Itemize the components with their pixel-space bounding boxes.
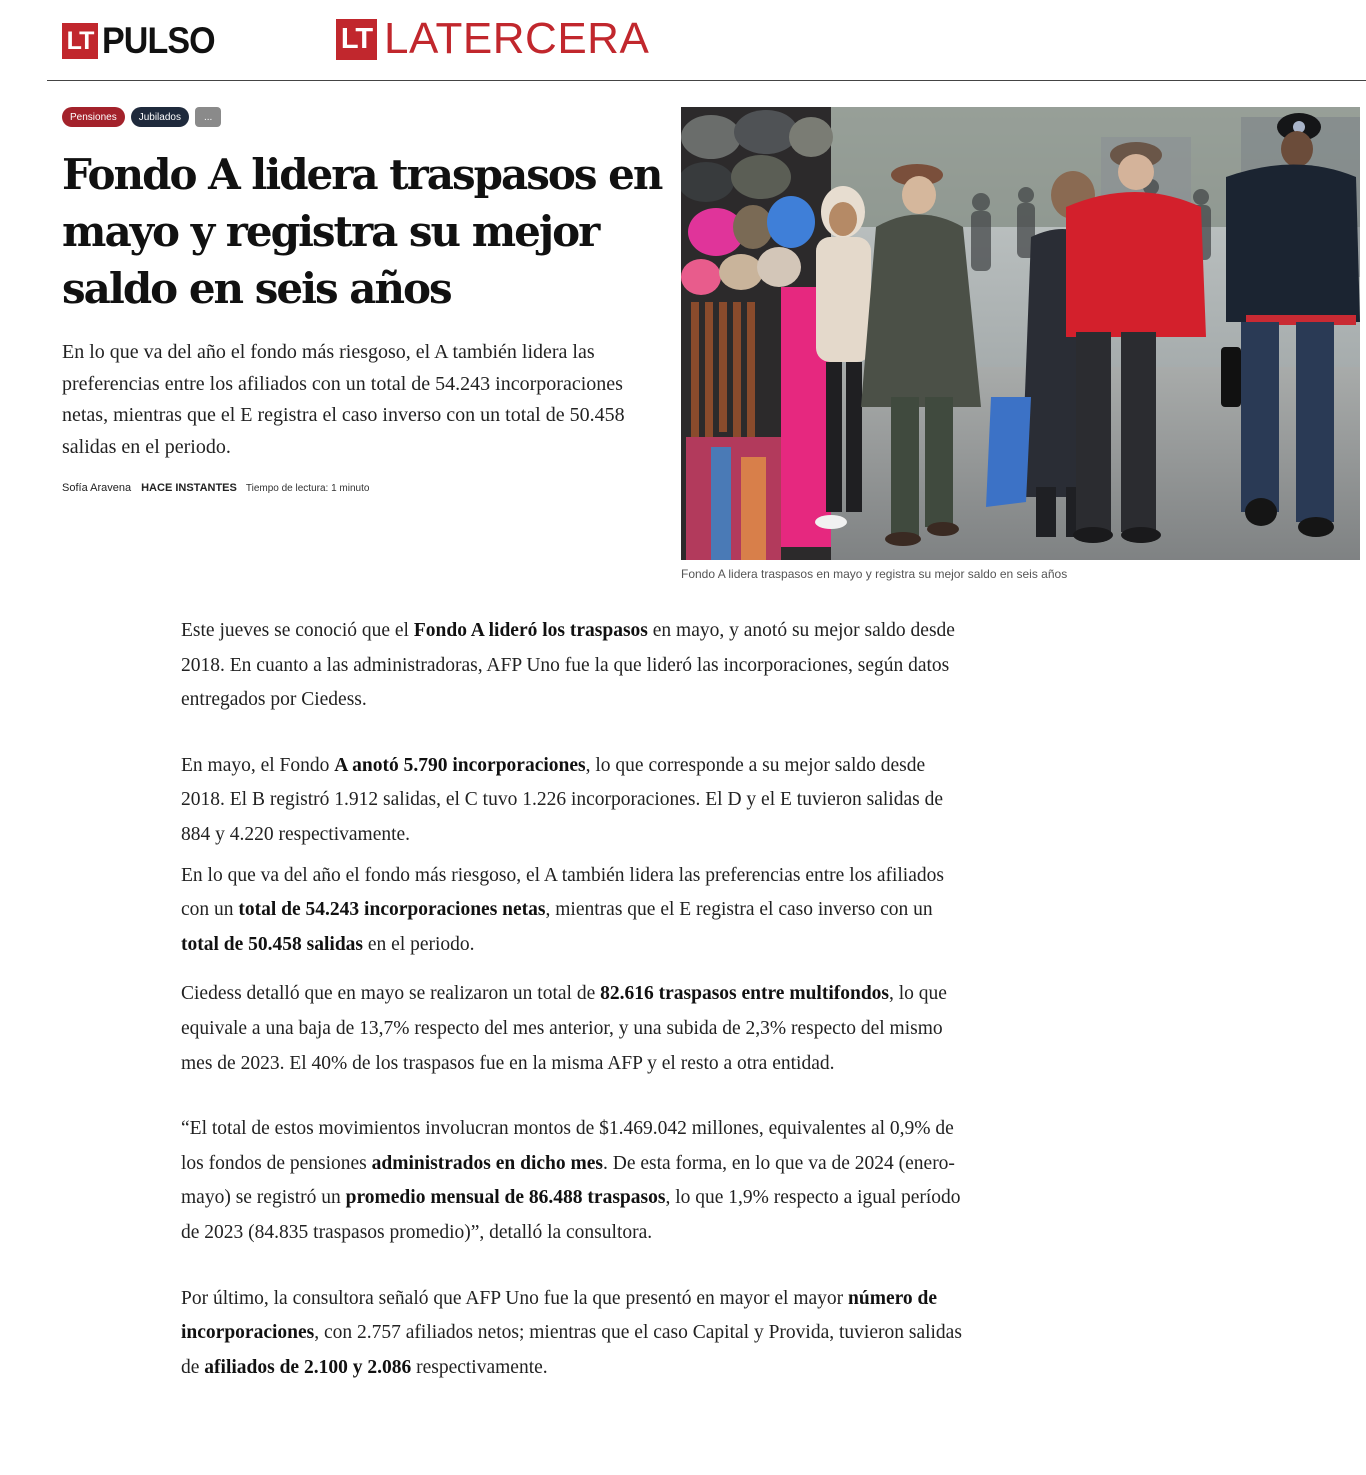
publish-time: HACE INSTANTES: [141, 482, 237, 494]
text-run: Por último, la consultora señaló que AFP Uno fue la que presentó en mayor el mayor: [181, 1287, 849, 1309]
text-run: En mayo, el Fondo: [181, 754, 335, 776]
street-scene-illustration: [681, 107, 1360, 560]
text-run: . De esta forma, en lo que va de 2024 (enero-mayo) se registró un: [181, 1152, 955, 1209]
body-paragraph: [181, 749, 963, 853]
text-run: respectivamente.: [411, 1356, 548, 1378]
lt-logo-box: LT: [62, 23, 98, 59]
bold-text: total de 50.458 salidas: [181, 933, 364, 955]
text-run: , lo que corresponde a su mejor saldo desde 2018. El B registró 1.912 salidas, el C tuvo 1.226 incorporaciones. El D y el E tuvieron salidas de 884 y 4.220 respectivamente.: [181, 754, 943, 845]
text-run: , mientras que el E registra el caso inverso con un: [545, 899, 933, 921]
text-run: “El total de estos movimientos involucran montos de $1.469.042 millones, equivalentes al 0,9% de los fondos de pensiones: [181, 1118, 954, 1174]
article-body: [181, 614, 963, 1385]
bold-text: número de incorporaciones: [181, 1287, 938, 1344]
bold-text: promedio mensual de 86.488 traspasos: [345, 1187, 666, 1209]
author-link[interactable]: Sofía Aravena: [62, 482, 132, 494]
tag-pensiones[interactable]: Pensiones: [62, 107, 125, 127]
latercera-logo[interactable]: [336, 14, 650, 63]
pulso-logo[interactable]: [62, 22, 224, 60]
article-photo: [681, 107, 1360, 560]
latercera-wordmark: LATERCERA: [384, 14, 650, 63]
text-run: Ciedess detalló que en mayo se realizaron un total de: [181, 983, 601, 1005]
text-run: en el periodo.: [363, 933, 475, 955]
pulso-wordmark: PULSO: [102, 20, 215, 61]
bold-text: 82.616 traspasos entre multifondos: [600, 983, 890, 1005]
byline: [62, 482, 369, 494]
site-header: [0, 0, 1366, 82]
text-run: En lo que va del año el fondo más riesgoso, el A también lidera las preferencias entre los afiliados con un: [181, 864, 944, 921]
text-run: , lo que 1,9% respecto a igual período de 2023 (84.835 traspasos promedio)”, detalló la consultora.: [181, 1187, 961, 1243]
bold-text: afiliados de 2.100 y 2.086: [204, 1356, 412, 1378]
body-paragraph: [181, 1112, 963, 1250]
bold-text: administrados en dicho mes: [371, 1152, 603, 1174]
photo-caption: Fondo A lidera traspasos en mayo y registra su mejor saldo en seis años: [681, 567, 1068, 581]
bold-text: Fondo A lideró los traspasos: [413, 620, 648, 641]
article-title: Fondo A lidera traspasos en mayo y registra su mejor saldo en seis años: [62, 150, 662, 313]
lt-logo-box: LT: [336, 19, 377, 60]
bold-text: A anotó 5.790 incorporaciones: [334, 754, 586, 776]
tag-jubilados[interactable]: Jubilados: [131, 107, 189, 127]
bold-text: total de 54.243 incorporaciones netas: [238, 899, 546, 921]
body-paragraph: [181, 977, 963, 1081]
article-deck: En lo que va del año el fondo más riesgoso, el A también lidera las preferencias entre los afiliados con un total de 54.243 incorporaciones netas, mientras que el E registra el caso inverso con un total de 50.458 salidas en el periodo.: [62, 341, 625, 458]
body-paragraph: [181, 614, 963, 718]
body-paragraph: [181, 859, 963, 963]
reading-time: Tiempo de lectura: 1 minuto: [245, 483, 370, 494]
text-run: Este jueves se conoció que el: [181, 620, 414, 641]
text-run: , lo que equivale a una baja de 13,7% respecto del mes anterior, y una subida de 2,3% respecto del mismo mes de 2023. El 40% de los traspasos fue en la misma AFP y el resto a otra entidad.: [181, 983, 947, 1074]
body-paragraph: [181, 1282, 963, 1386]
text-run: , con 2.757 afiliados netos; mientras que el caso Capital y Provida, tuvieron salidas de: [181, 1322, 962, 1378]
tag-more-button[interactable]: ...: [195, 107, 221, 127]
text-run: en mayo, y anotó su mejor saldo desde 2018. En cuanto a las administradoras, AFP Uno fue la que lideró las incorporaciones, según datos entregados por Ciedess.: [181, 620, 955, 711]
header-divider: [47, 80, 1366, 81]
tag-list: [62, 107, 221, 127]
